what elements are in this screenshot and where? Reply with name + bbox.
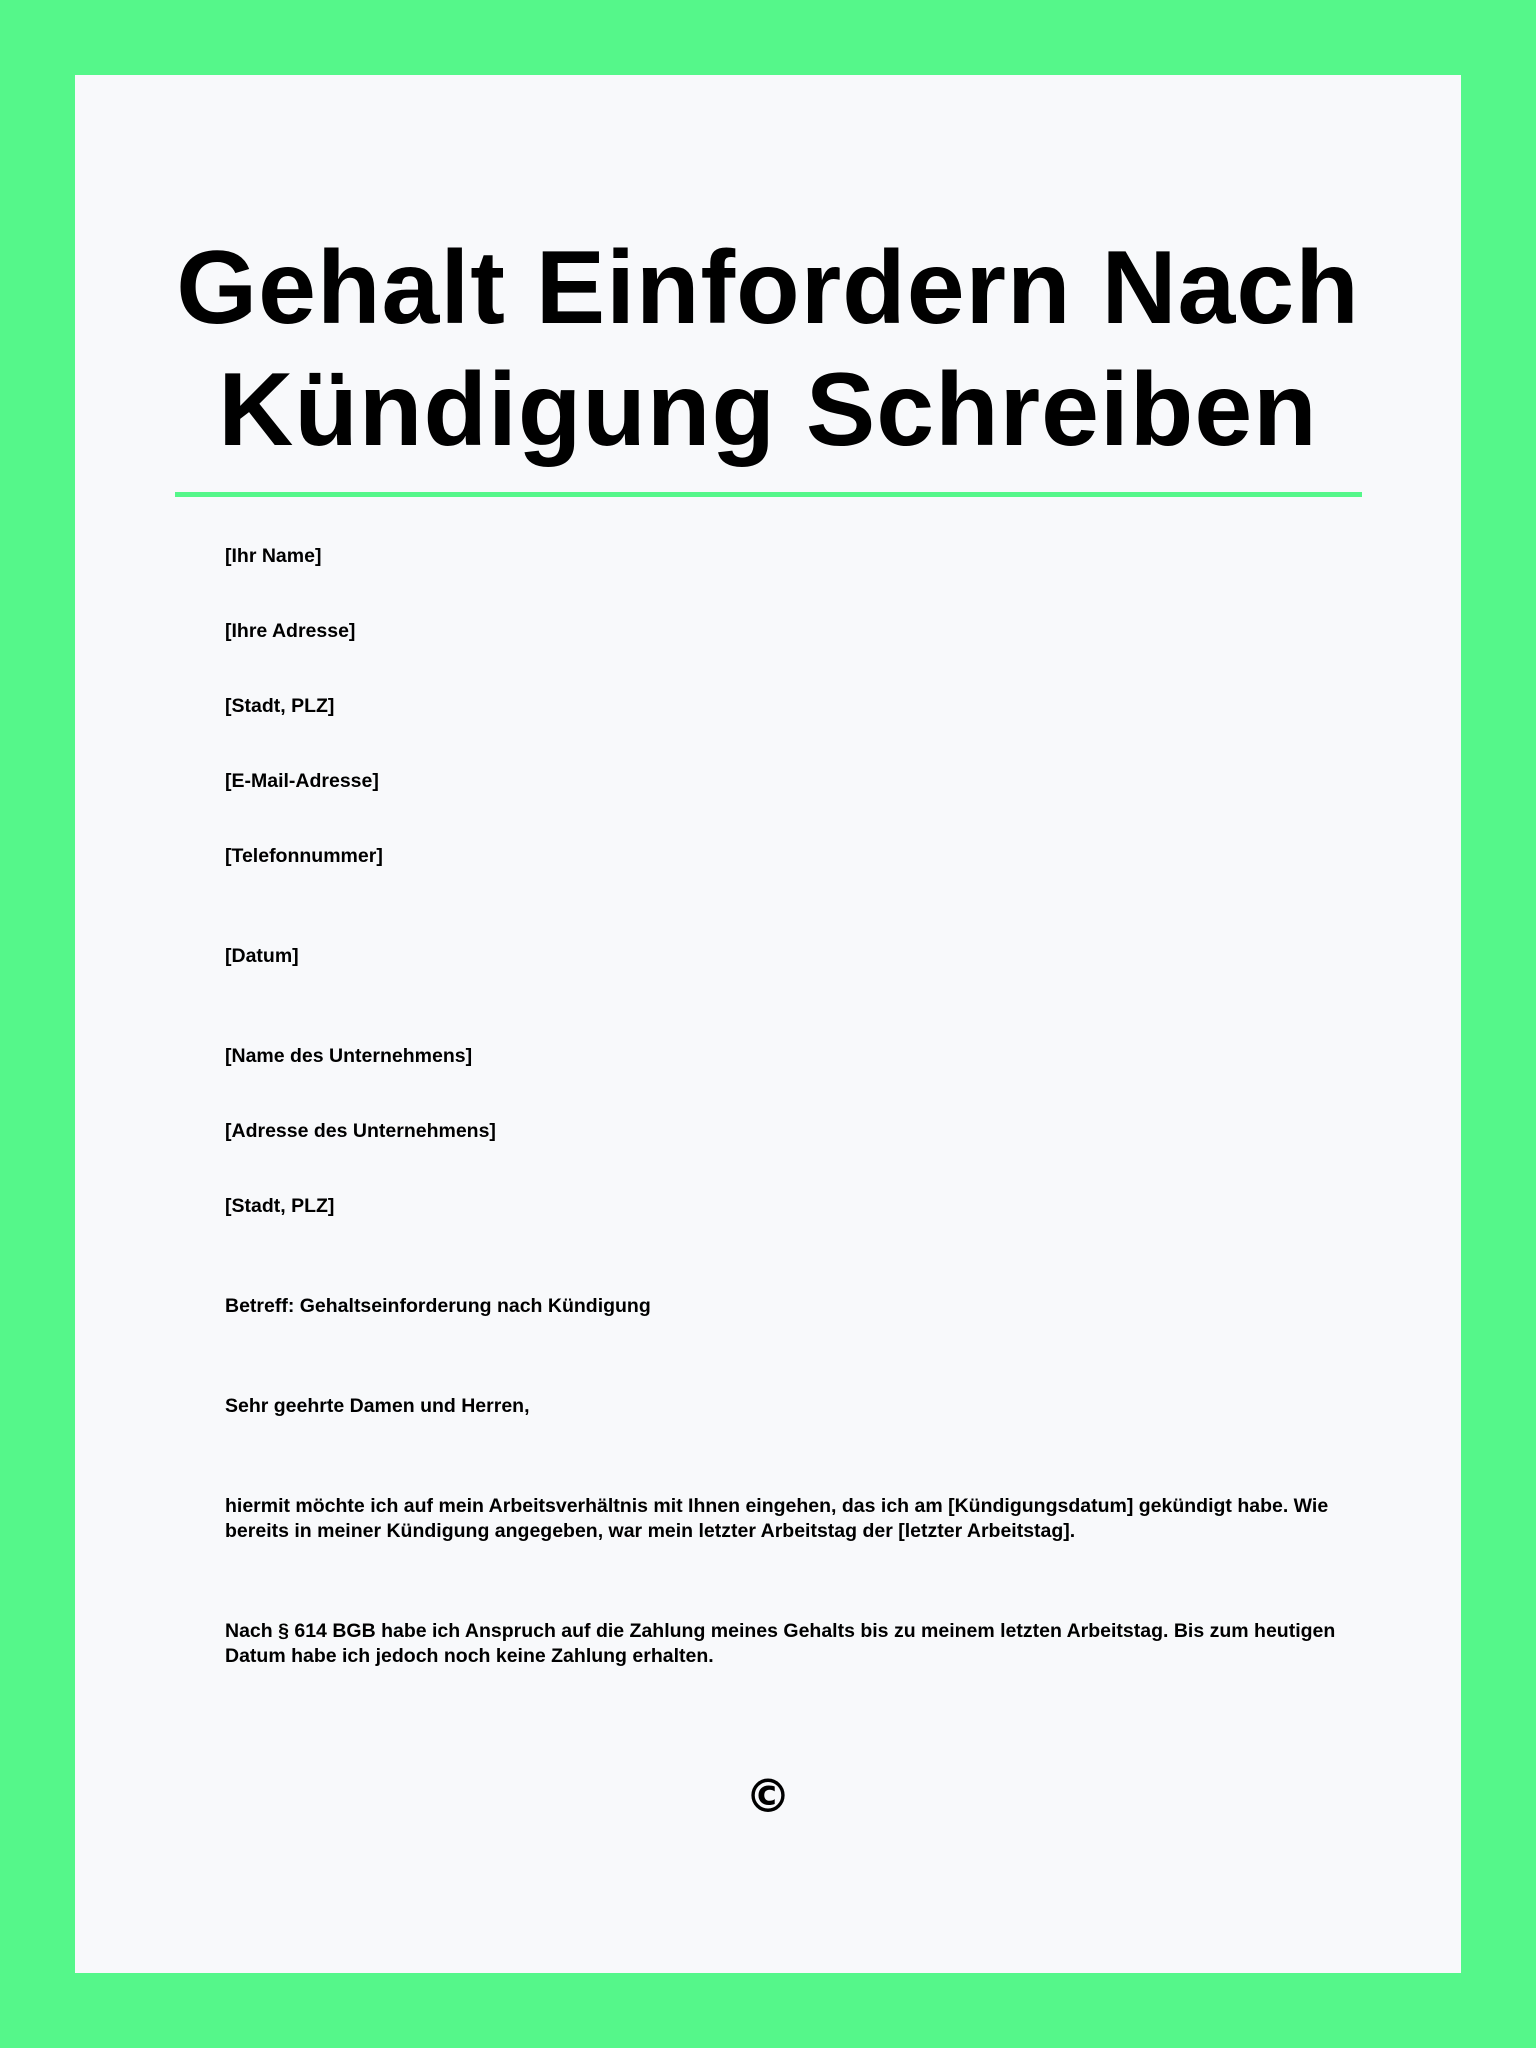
letter-subject: Betreff: Gehaltseinforderung nach Kündigung bbox=[225, 1295, 651, 1317]
recipient-city-zip: [Stadt, PLZ] bbox=[225, 1195, 335, 1217]
sender-email: [E-Mail-Adresse] bbox=[225, 770, 379, 792]
body-paragraph: hiermit möchte ich auf mein Arbeitsverhältnis mit Ihnen eingehen, das ich am [Kündigungsdatum] gekündigt habe. Wie bereits in meiner Kündigung angegeben, war mein letzter Arbeitstag der [letzter Arbeitstag]. bbox=[225, 1495, 1329, 1542]
letter-salutation: Sehr geehrte Damen und Herren, bbox=[225, 1395, 530, 1417]
body-paragraph: Nach § 614 BGB habe ich Anspruch auf die Zahlung meines Gehalts bis zu meinem letzten Arbeitstag. Bis zum heutigen Datum habe ich jedoch noch keine Zahlung erhalten. bbox=[225, 1620, 1336, 1667]
recipient-company: [Name des Unternehmens] bbox=[225, 1045, 473, 1067]
copyright-icon: © bbox=[745, 1769, 791, 1823]
sender-phone: [Telefonnummer] bbox=[225, 845, 383, 867]
sender-name: [Ihr Name] bbox=[225, 545, 322, 567]
letter-date: [Datum] bbox=[225, 945, 299, 967]
document-page bbox=[75, 75, 1461, 1973]
sender-address: [Ihre Adresse] bbox=[225, 620, 356, 642]
sender-city-zip: [Stadt, PLZ] bbox=[225, 695, 335, 717]
title-divider bbox=[175, 492, 1362, 497]
document-title: Gehalt Einfordern Nach Kündigung Schreiben bbox=[176, 230, 1360, 468]
recipient-address: [Adresse des Unternehmens] bbox=[225, 1120, 496, 1142]
